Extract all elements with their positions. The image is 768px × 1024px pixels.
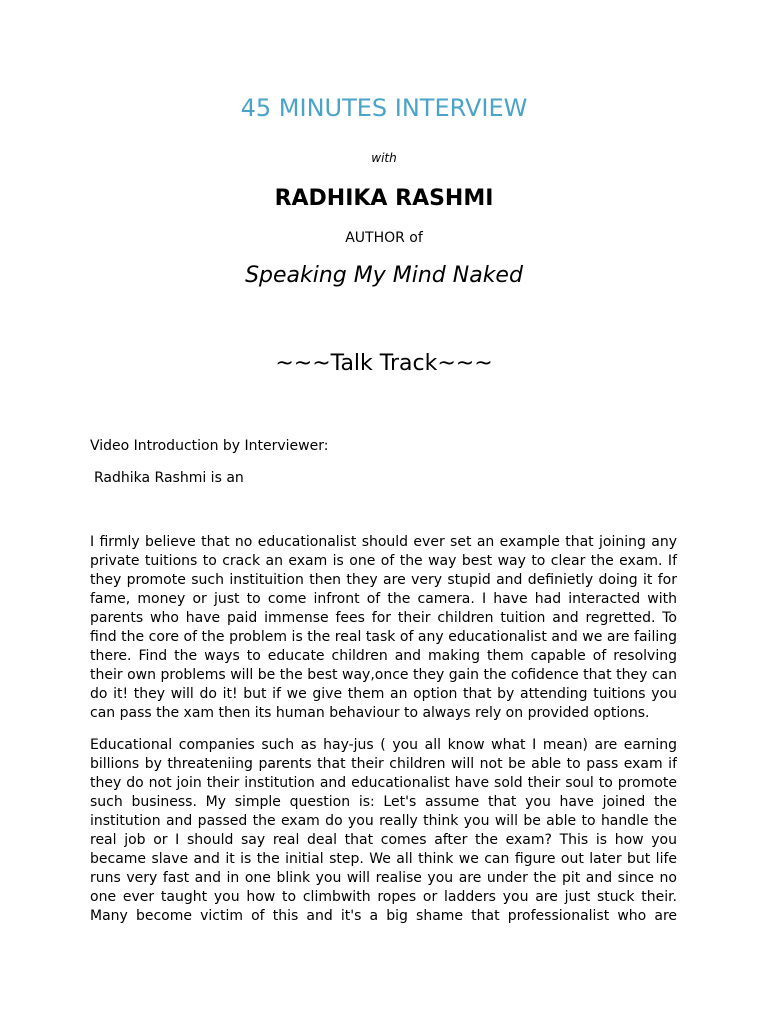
book-title: Speaking My Mind Naked <box>245 263 523 288</box>
paragraph-2: Educational companies such as hay-jus ( you all know what I mean) are earning billions by threateniing parents that their children will not be able to pass exam if they do not join their institution and educationalist have sold their soul to promote such business. My simple question is: Let's assume that you have joined the institution and passed the exam do you really think you will be able to handle the real job or I should say real deal that comes after the exam? This is how you became slave and it is the initial step. We all think we can figure out later but life runs very fast and in one blink you will realise you are under the pit and since no one ever taught you how to climbwith ropes or ladders you are just stuck their. Many become victim of this and it's a big shame that professionalist who are <box>90 737 677 924</box>
author-name: RADHIKA RASHMI <box>274 186 494 211</box>
with-label: with <box>371 151 397 165</box>
paragraph-1: I firmly believe that no educationalist should ever set an example that joining any private tuitions to crack an exam is one of the way best way to clear the exam. If they promote such instituition then they are very stupid and definietly doing it for fame, money or just to come infront of the camera. I have had interacted with parents who have paid immense fees for their children tuition and regretted. To find the core of the problem is the real task of any educationalist and we are failing there. Find the ways to educate children and making them capable of resolving their own problems will be the best way,once they gain the cofidence that they can do it! they will do it! but if we give them an option that by attending tuitions you can pass the xam then its human behaviour to always rely on provided options. <box>90 534 677 721</box>
radhika-intro-line: Radhika Rashmi is an <box>94 470 244 486</box>
video-intro-label: Video Introduction by Interviewer: <box>90 438 329 454</box>
author-of-label: AUTHOR of <box>345 230 423 246</box>
interview-title: 45 MINUTES INTERVIEW <box>240 94 528 122</box>
section-title: ~~~Talk Track~~~ <box>275 351 493 376</box>
